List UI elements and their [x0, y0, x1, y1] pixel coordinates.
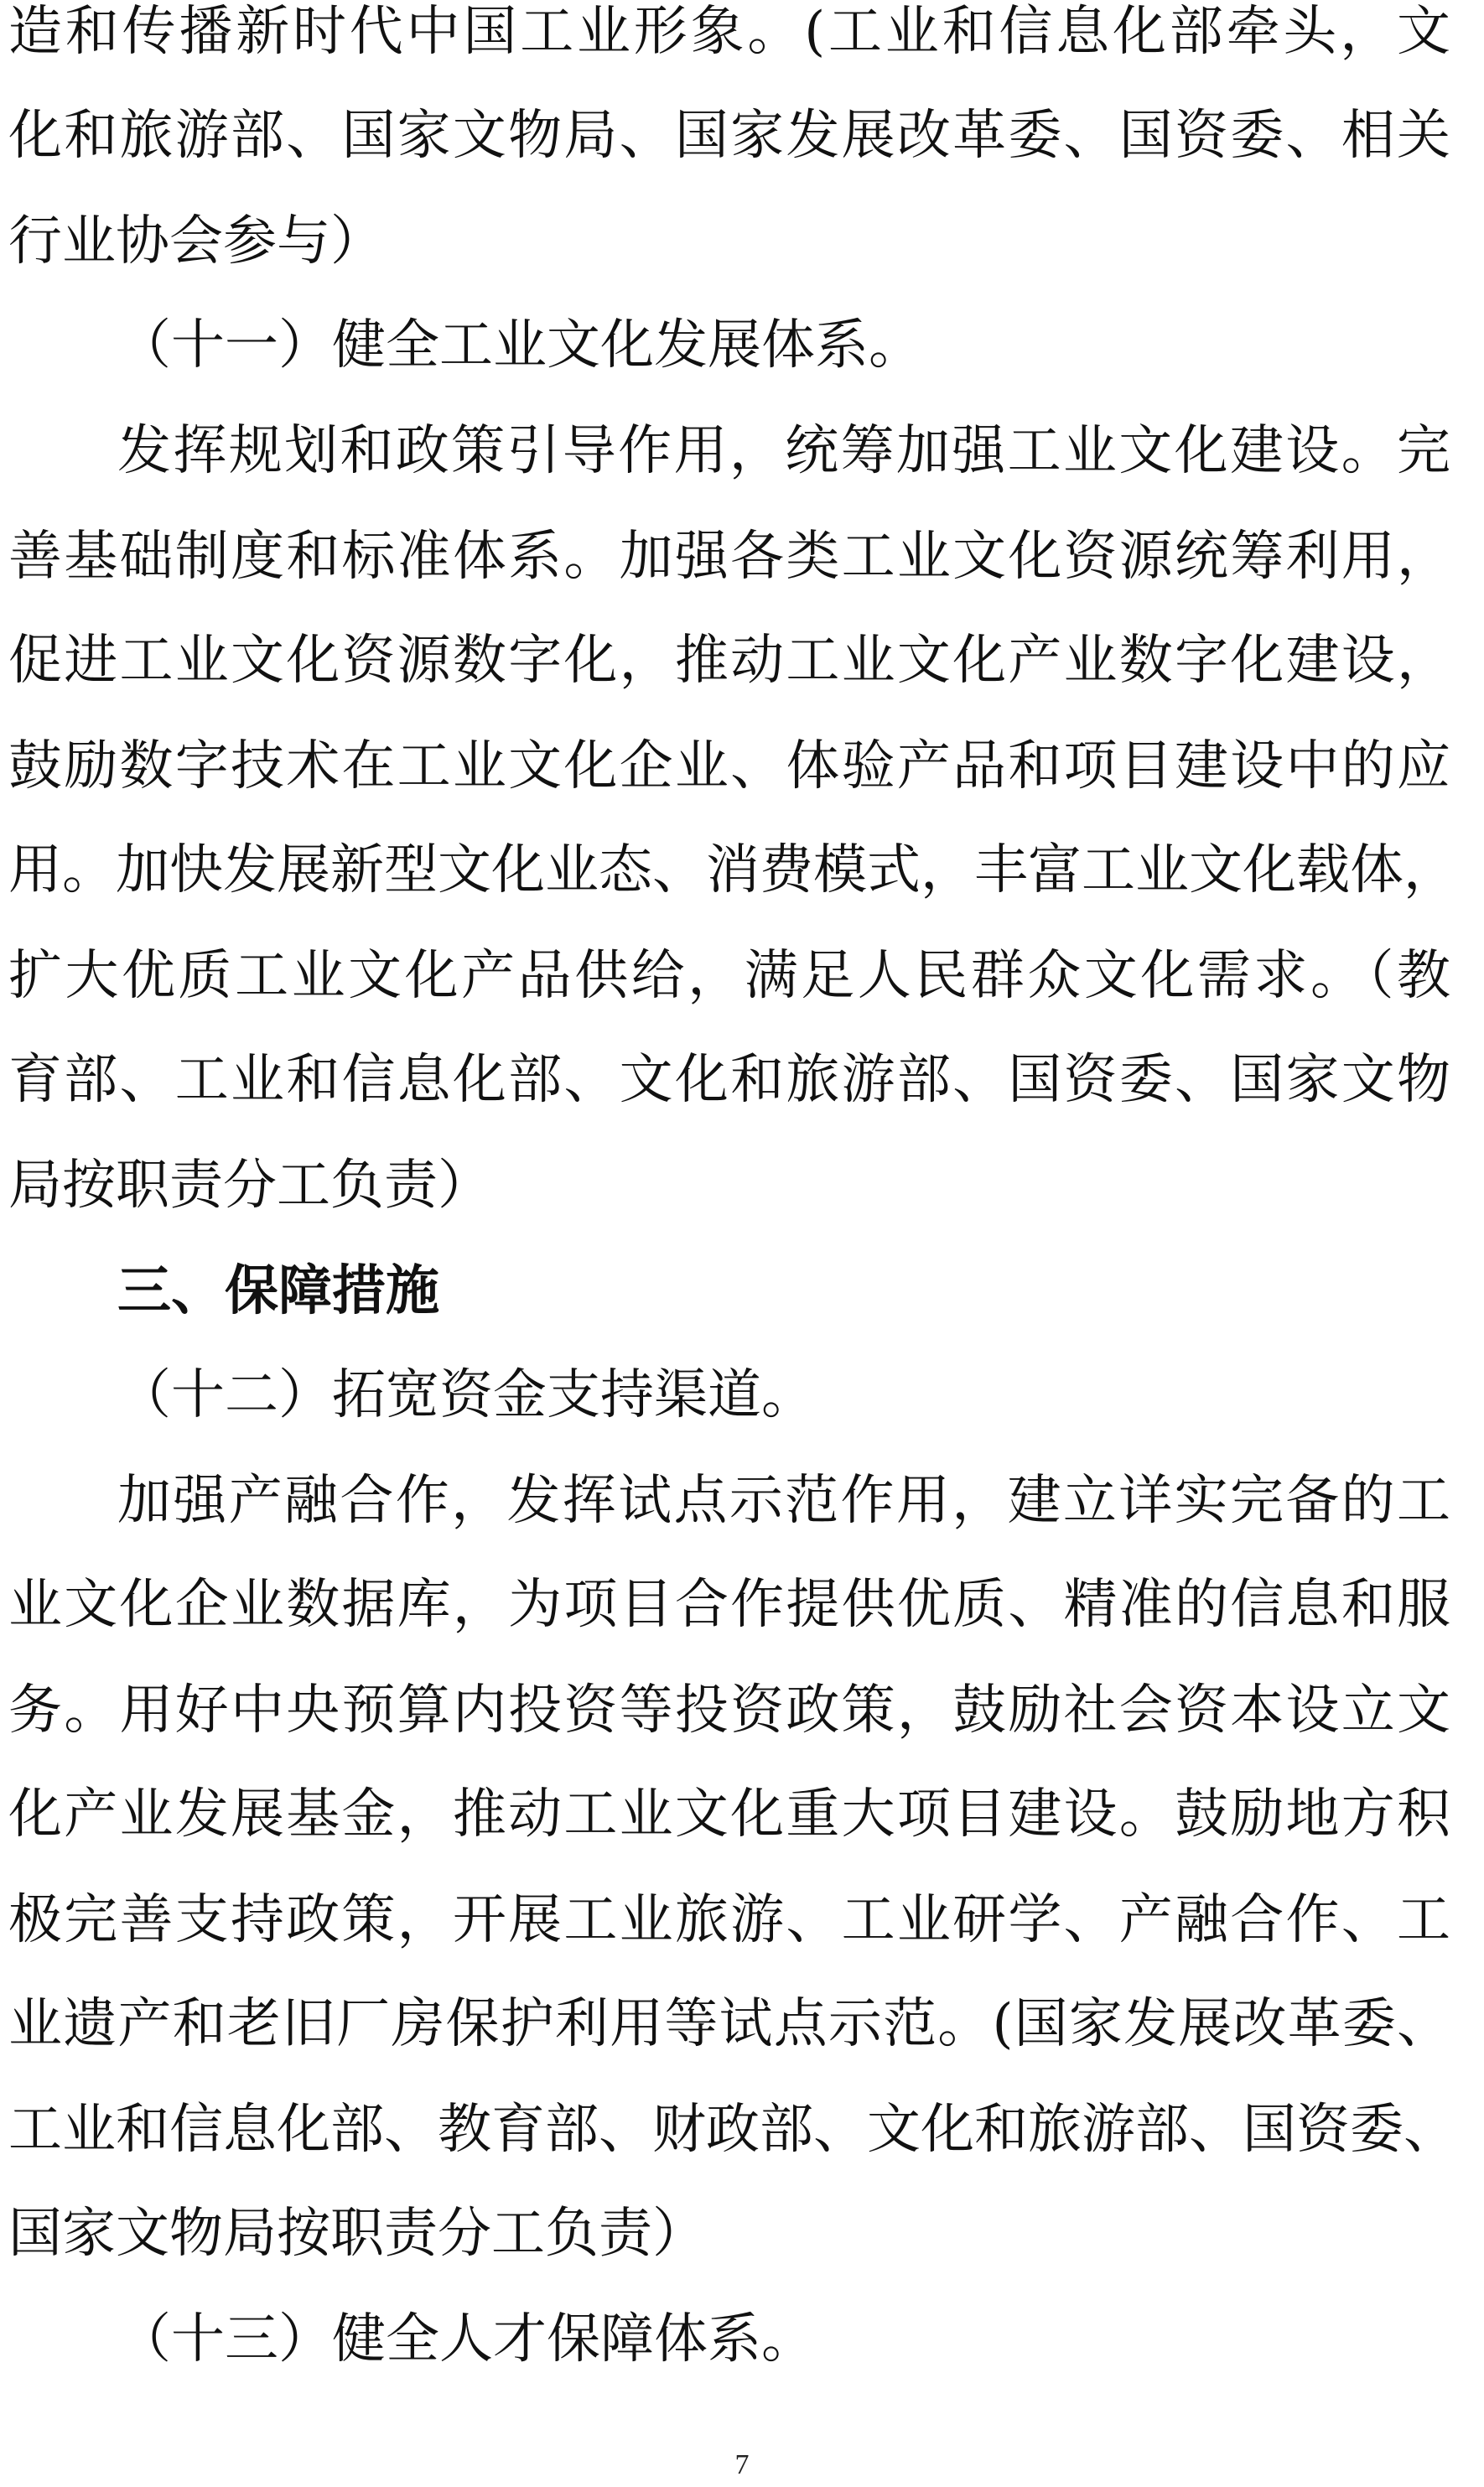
text-line: 极完善支持政策，开展工业旅游、工业研学、产融合作、工: [8, 1889, 1450, 1951]
text-line: 发挥规划和政策引导作用，统筹加强工业文化建设。完: [117, 420, 1450, 482]
text-line: 造和传播新时代中国工业形象。(工业和信息化部牵头，文: [8, 1, 1450, 63]
text-line: 行业协会参与）: [8, 210, 384, 273]
text-line: 加强产融合作，发挥试点示范作用，建立详实完备的工: [117, 1470, 1450, 1532]
text-line: 国家文物局按职责分工负责）: [8, 2203, 706, 2265]
text-line: 业遗产和老旧厂房保护利用等试点示范。(国家发展改革委、: [8, 1993, 1450, 2055]
text-line: 促进工业文化资源数字化，推动工业文化产业数字化建设，: [8, 630, 1450, 692]
text-line: 化产业发展基金，推动工业文化重大项目建设。鼓励地方积: [8, 1783, 1450, 1846]
text-line: 善基础制度和标准体系。加强各类工业文化资源统筹利用，: [8, 526, 1450, 588]
text-line: 化和旅游部、国家文物局、国家发展改革委、国资委、相关: [8, 105, 1450, 167]
section-heading: 三、保障措施: [117, 1260, 439, 1322]
text-line: 鼓励数字技术在工业文化企业、体验产品和项目建设中的应: [8, 735, 1450, 797]
text-line: 育部、工业和信息化部、文化和旅游部、国资委、国家文物: [8, 1049, 1450, 1111]
subsection-title-13: （十三）健全人才保障体系。: [117, 2308, 815, 2370]
page-number: 7: [734, 2449, 750, 2480]
text-line: 扩大优质工业文化产品供给，满足人民群众文化需求。（教: [8, 945, 1450, 1007]
text-line: 业文化企业数据库，为项目合作提供优质、精准的信息和服: [8, 1574, 1450, 1636]
text-line: 局按职责分工负责）: [8, 1155, 491, 1217]
text-line: 工业和信息化部、教育部、财政部、文化和旅游部、国资委、: [8, 2099, 1457, 2161]
subsection-title-12: （十二）拓宽资金支持渠道。: [117, 1364, 815, 1426]
text-line: 用。加快发展新型文化业态、消费模式，丰富工业文化载体，: [8, 839, 1457, 901]
text-line: 务。用好中央预算内投资等投资政策，鼓励社会资本设立文: [8, 1680, 1450, 1742]
subsection-title-11: （十一）健全工业文化发展体系。: [117, 314, 922, 376]
